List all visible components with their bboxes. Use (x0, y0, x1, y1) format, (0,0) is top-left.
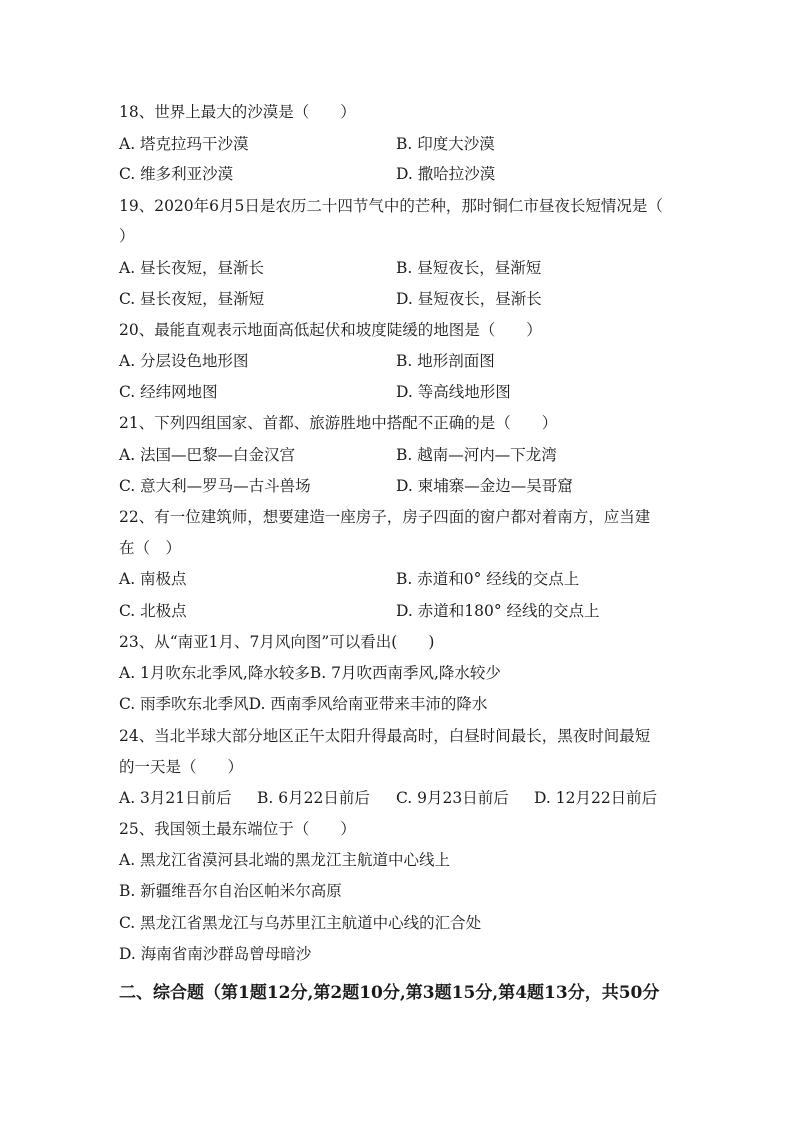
question-19-option-a: A. 昼长夜短，昼渐长 (119, 259, 265, 277)
question-20-option-c: C. 经纬网地图 (119, 383, 218, 401)
question-21-option-a: A. 法国—巴黎—白金汉宫 (119, 446, 296, 464)
question-20-option-d: D. 等高线地形图 (396, 383, 511, 401)
question-19-stem-line1: 19、2020年6月5日是农历二十四节气中的芒种，那时铜仁市昼夜长短情况是（ (119, 197, 663, 215)
question-24-stem-line1: 24、当北半球大部分地区正午太阳升得最高时，白昼时间最长，黑夜时间最短 (119, 727, 651, 745)
question-24-option-d: D. 12月22日前后 (534, 789, 658, 807)
question-18-stem: 18、世界上最大的沙漠是（ ） (119, 103, 356, 121)
question-22-option-b: B. 赤道和0° 经线的交点上 (396, 570, 580, 588)
section-2-heading: 二、综合题（第1题12分,第2题10分,第3题15分,第4题13分，共50分 (119, 983, 660, 1003)
question-21-option-b: B. 越南—河内—下龙湾 (396, 446, 557, 464)
question-20-option-a: A. 分层设色地形图 (119, 352, 249, 370)
question-20-option-b: B. 地形剖面图 (396, 352, 495, 370)
question-21-stem: 21、下列四组国家、首都、旅游胜地中搭配不正确的是（ ） (119, 414, 558, 432)
question-24-stem-line2: 的一天是（ ） (119, 758, 244, 776)
question-21-option-d: D. 柬埔寨—金边—吴哥窟 (396, 477, 573, 495)
question-25-option-d: D. 海南省南沙群岛曾母暗沙 (119, 945, 312, 963)
question-23-options-ab: A. 1月吹东北季风,降水较多B. 7月吹西南季风,降水较少 (119, 664, 501, 682)
question-18-option-a: A. 塔克拉玛干沙漠 (119, 135, 249, 153)
question-22-stem-line1: 22、有一位建筑师，想要建造一座房子，房子四面的窗户都对着南方，应当建 (119, 508, 651, 526)
question-19-option-d: D. 昼短夜长，昼渐长 (396, 290, 542, 308)
question-22-option-a: A. 南极点 (119, 570, 187, 588)
question-18-option-b: B. 印度大沙漠 (396, 135, 495, 153)
question-19-stem-line2: ） (119, 227, 135, 245)
question-25-option-c: C. 黑龙江省黑龙江与乌苏里江主航道中心线的汇合处 (119, 914, 482, 932)
question-22-stem-line2: 在（ ） (119, 539, 182, 557)
question-19-option-b: B. 昼短夜长，昼渐短 (396, 259, 542, 277)
question-19-option-c: C. 昼长夜短，昼渐短 (119, 290, 265, 308)
question-24-option-a: A. 3月21日前后 (119, 789, 232, 807)
question-18-option-c: C. 维多利亚沙漠 (119, 165, 234, 183)
question-20-stem: 20、最能直观表示地面高低起伏和坡度陡缓的地图是（ ） (119, 321, 542, 339)
question-22-option-c: C. 北极点 (119, 602, 187, 620)
question-18-option-d: D. 撒哈拉沙漠 (396, 165, 496, 183)
question-23-stem: 23、从“南亚1月、7月风向图”可以看出( ) (119, 633, 435, 651)
question-24-option-b: B. 6月22日前后 (257, 789, 370, 807)
question-25-stem: 25、我国领土最东端位于（ ） (119, 820, 356, 838)
question-22-option-d: D. 赤道和180° 经线的交点上 (396, 602, 600, 620)
question-24-option-c: C. 9月23日前后 (396, 789, 509, 807)
question-21-option-c: C. 意大利—罗马—古斗兽场 (119, 477, 311, 495)
question-25-option-a: A. 黑龙江省漠河县北端的黑龙江主航道中心线上 (119, 851, 451, 869)
question-23-options-cd: C. 雨季吹东北季风D. 西南季风给南亚带来丰沛的降水 (119, 695, 488, 713)
question-25-option-b: B. 新疆维吾尔自治区帕米尔高原 (119, 882, 342, 900)
